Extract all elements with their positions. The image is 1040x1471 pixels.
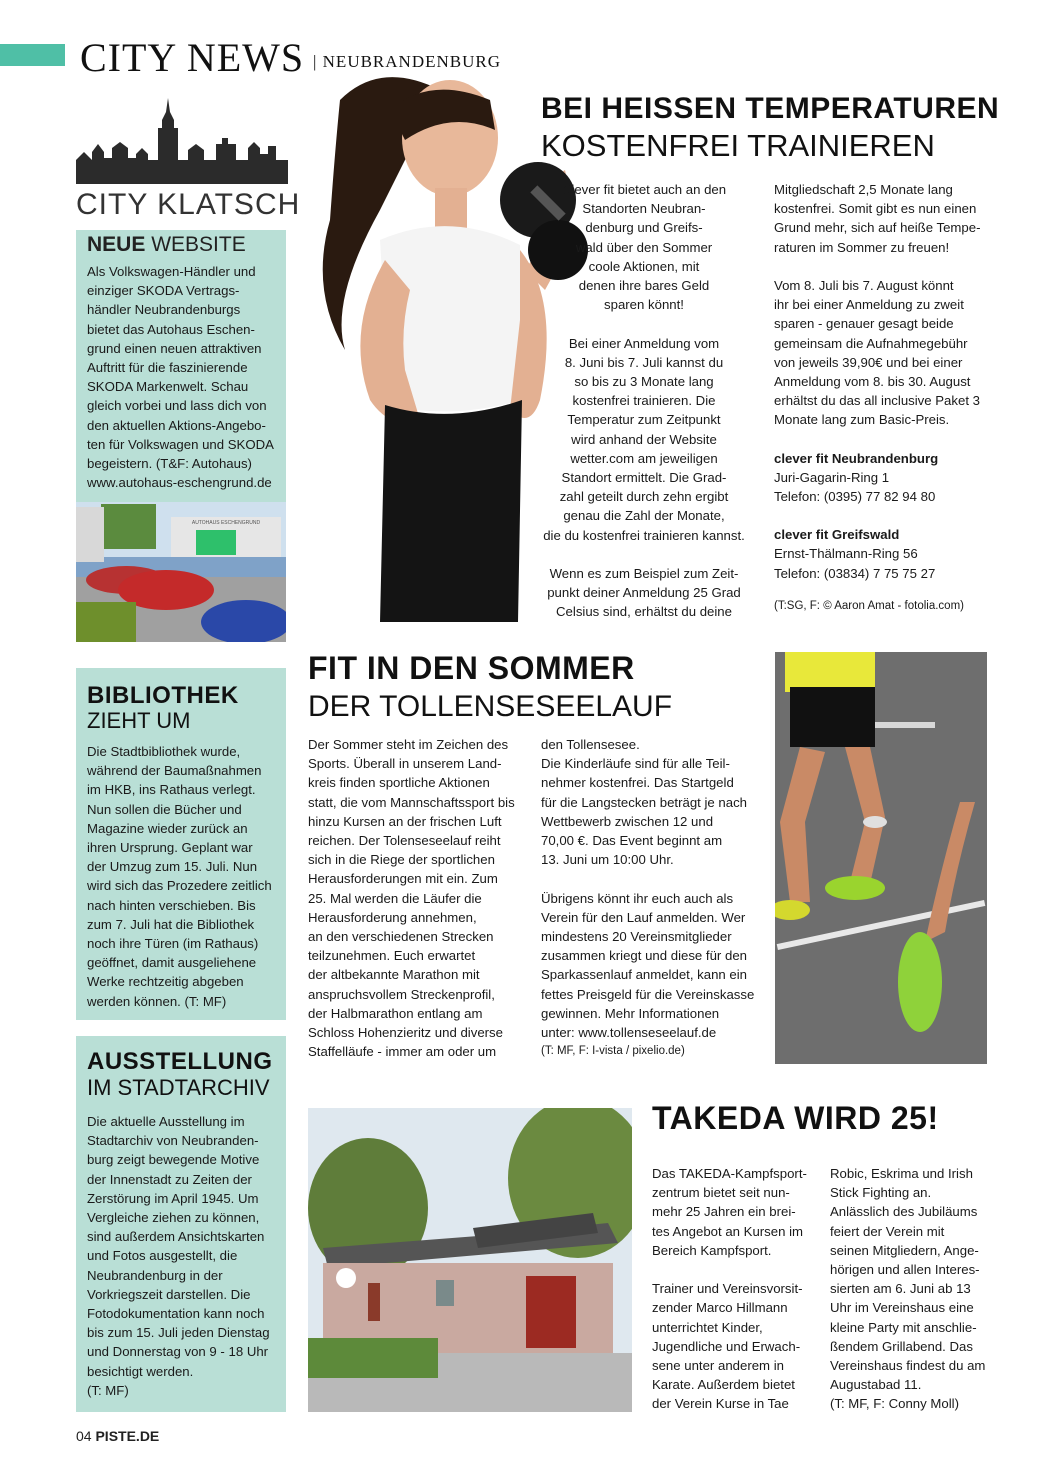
takeda-col2: Robic, Eskrima und Irish Stick Fighting an. Anlässlich des Jubiläums feiert der Verein mit seinen Mitgliedern, Ange- hörigen und allen Interes- sierten am 6. Juni ab 13 Uhr im Vereinshaus eine kleine Party mit anschlie- ßendem Grillabend. Das Vereinshaus findest du am Augustabad 11. (T: MF, F: Conny Moll) bbox=[830, 1166, 986, 1412]
title-separator: | bbox=[313, 52, 318, 71]
takeda-col1: Das TAKEDA-Kampfsport- zentrum bietet seit nun- mehr 25 Jahren ein brei- tes Angebot an Kursen im Bereich Kampfsport. Trainer und Vereinsvorsit- zender Marco Hillmann unterrichtet Kinder, Jugendliche und Erwach- sene unter anderem in Karate. Außerdem bietet der Verein Kurse in Tae bbox=[652, 1166, 807, 1412]
training-credit: (T:SG, F: © Aaron Amat - fotolia.com) bbox=[774, 599, 964, 612]
loc1-address: Juri-Gagarin-Ring 1 Telefon: (0395) 77 82 94 80 bbox=[774, 469, 936, 505]
car-dealership-photo bbox=[76, 502, 286, 642]
photo-sign: AUTOHAUS ESCHENGRUND bbox=[191, 520, 261, 526]
sommer-credit: (T: MF, F: I-vista / pixelio.de) bbox=[541, 1045, 685, 1058]
website-heading bbox=[87, 233, 246, 257]
loc1-name: clever fit Neubrandenburg bbox=[774, 450, 939, 466]
sommer-col1: Der Sommer steht im Zeichen des Sports. Überall in unserem Land- kreis finden sportliche Aktionen statt, die vom Mannschaftssport bis hinzu Kursen an der frischen Luft reichen. Der Tolenseseelauf reiht sich in die Riege der sportlichen Herausforderungen mit ein. Zum 25. Mal werden die Läufer die Herausforderung annehmen, an den verschiedenen Strecken teilzunehmen. Euch erwartet der altbekannte Marathon mit anspruchsvollem Streckenprofil, der Halbmarathon entlang am Schloss Hohenzieritz und diverse Staffelläufe - immer am oder um bbox=[308, 737, 515, 1060]
takeda-heading: TAKEDA WIRD 25! bbox=[652, 1100, 939, 1136]
runners-photo bbox=[775, 652, 987, 1064]
ausstellung-subheading: IM STADTARCHIV bbox=[87, 1075, 270, 1100]
bibliothek-text: Die Stadtbibliothek wurde, während der Baumaßnahmen im HKB, ins Rathaus verlegt. Nun sollen die Bücher und Magazine wieder zurück an ihren Ursprung. Geplant war der Umzug zum 15. Juli. Nun wird sich das Prozedere zeitlich nach hinten verschieben. Bis zum 7. Juli hat die Bibliothek noch ihre Türen (im Rathaus) geöffnet, damit ausgeliehene Werke rechtzeitig abgeben werden können. (T: MF) bbox=[87, 744, 272, 1009]
sommer-col2-text: den Tollensesee. Die Kinderläufe sind für alle Teil- nehmer kostenfrei. Das Startgeld für die Langstecken beträgt je nach Wettbewerb zwischen 12 und 70,00 €. Das Event beginnt am 13. Juni um 10:00 Uhr. Übrigens könnt ihr euch auch als Verein für den Lauf anmelden. Wer mindestens 20 Vereinsmitglieder zusammen kriegt und diese für den Sparkassenlauf anmeldet, kann ein fettes Preisgeld für die Vereinskasse gewinnen. Mehr Informationen unter: www.tollenseseelauf.de bbox=[541, 737, 755, 1041]
city-klatsch-title: CITY KLATSCH bbox=[76, 188, 301, 221]
page-title: CITY NEWS bbox=[80, 35, 305, 80]
ausstellung-text: Die aktuelle Ausstellung im Stadtarchiv von Neubranden- burg zeigt bewegende Motive der Innenstadt zu Zeiten der Zerstörung im April 1945. Um Vergleiche ziehen zu können, sind außerdem Ansichtskarten und Fotos ausgestellt, die Neubrandenburg in der Vorkriegszeit darstellen. Die Fotodokumentation kann noch bis zum 15. Juli jeden Dienstag und Donnerstag von 9 - 18 Uhr besichtigt werden. (T: MF) bbox=[87, 1114, 270, 1398]
loc2-name: clever fit Greifswald bbox=[774, 527, 900, 543]
website-heading-thin: WEBSITE bbox=[151, 233, 246, 256]
bibliothek-heading: BIBLIOTHEK bbox=[87, 682, 239, 709]
city-skyline-logo bbox=[76, 98, 288, 186]
footer-brand: PISTE.DE bbox=[95, 1428, 160, 1444]
training-col2 bbox=[774, 180, 1002, 616]
sommer-subheading: DER TOLLENSESEELAUF bbox=[308, 690, 673, 723]
sommer-col2 bbox=[541, 735, 766, 1061]
website-text: Als Volkswagen-Händler und einziger SKODA Vertrags- händler Neubrandenburgs bietet das Autohaus Eschen- grund einen neuen attraktiven Auftritt für die faszinierende SKODA Markenwelt. Schau gleich vorbei und lass dich von den aktuellen Aktions-Angebo- ten für Volkswagen und SKODA begeistern. (T&F: Autohaus) www.autohaus-eschengrund.de bbox=[87, 264, 274, 491]
page-subtitle bbox=[313, 52, 501, 72]
header-accent-bar bbox=[0, 44, 65, 66]
page-number: 04 bbox=[76, 1428, 92, 1444]
website-heading-bold: NEUE bbox=[87, 233, 146, 256]
takeda-building-photo bbox=[308, 1108, 632, 1412]
training-intro: Mitgliedschaft 2,5 Monate lang kostenfrei. Somit gibt es nun einen Grund mehr, sich auf heiße Tempe- raturen im Sommer zu freuen! Vom 8. Juli bis 7. August könnt ihr bei einer Anmeldung zu zweit sparen - genauer gesagt beide gemeinsam die Aufnahmegebühr von jeweils 39,90€ und bei einer Anmeldung vom 8. bis 30. August erhältst du das all inclusive Paket 3 Monate lang zum Basic-Preis. bbox=[774, 182, 981, 428]
training-col1: Clever fit bietet auch an den Standorten Neubran- denburg und Greifs- wald über den Sommer coole Aktionen, mit denen ihre bares Geld sparen könnt! Bei einer Anmeldung vom 8. Juni bis 7. Juli kannst du so bis zu 3 Monate lang kostenfrei trainieren. Die Temperatur zum Zeitpunkt wird anhand der Website wetter.com am jeweiligen Standort ermittelt. Die Grad- zahl geteilt durch zehn ergibt genau die Zahl der Monate, die du kostenfrei trainieren kannst. Wenn es zum Beispiel zum Zeit- punkt deiner Anmeldung 25 Grad Celsius sind, erhältst du deine bbox=[543, 182, 745, 620]
footer bbox=[76, 1428, 159, 1444]
training-heading: BEI HEISSEN TEMPERATUREN bbox=[541, 92, 1000, 125]
sommer-heading: FIT IN DEN SOMMER bbox=[308, 650, 635, 686]
bibliothek-subheading: ZIEHT UM bbox=[87, 708, 191, 733]
loc2-address: Ernst-Thälmann-Ring 56 Telefon: (03834) 7 75 75 27 bbox=[774, 546, 936, 581]
location-label: NEUBRANDENBURG bbox=[322, 52, 501, 71]
ausstellung-heading: AUSSTELLUNG bbox=[87, 1048, 273, 1075]
training-subheading: KOSTENFREI TRAINIEREN bbox=[541, 128, 935, 163]
